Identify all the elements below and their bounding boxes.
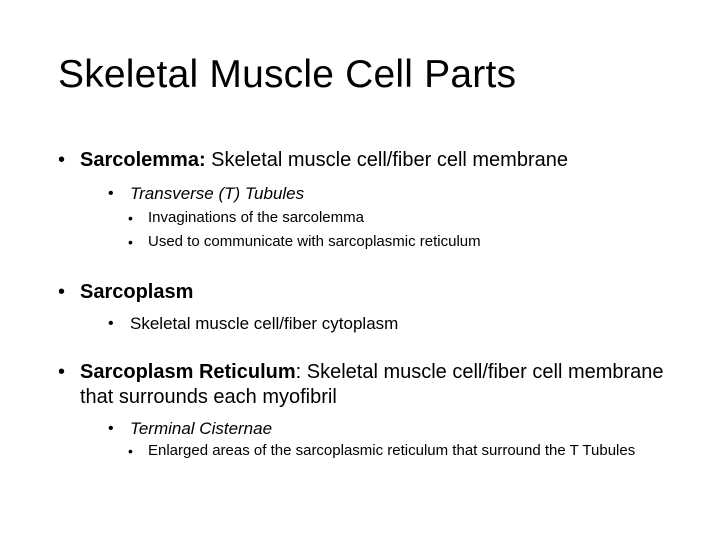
bullet-dot: •: [108, 185, 114, 202]
desc-sarcoplasm-reticulum: : Skeletal muscle cell/fiber cell membrane that surrounds each myofibril: [80, 361, 664, 408]
desc-sarcolemma: Skeletal muscle cell/fiber cell membrane: [205, 149, 568, 171]
bullet-dot: •: [128, 210, 133, 226]
term-sarcoplasm: Sarcoplasm: [80, 281, 194, 303]
label-t-tubules: Transverse (T) Tubules: [130, 184, 305, 203]
sub-sub-bullet-invaginations: [58, 207, 698, 229]
bullet-sarcoplasm-reticulum: [58, 360, 698, 410]
slide-body: [58, 142, 698, 460]
label-terminal-cisternae: Terminal Cisternae: [130, 419, 273, 438]
bullet-dot: •: [58, 149, 66, 171]
sub-sub-bullet-communicate: [58, 231, 698, 253]
sub-sub-bullet-enlarged-areas: [58, 442, 698, 460]
text-communicate: Used to communicate with sarcoplasmic reticulum: [148, 233, 481, 250]
sub-bullet-cytoplasm: [58, 313, 698, 335]
bullet-dot: •: [108, 315, 114, 332]
text-enlarged-areas: Enlarged areas of the sarcoplasmic reticulum that surround the T Tubules: [148, 442, 636, 459]
term-sarcoplasm-reticulum: Sarcoplasm Reticulum: [80, 361, 296, 383]
bullet-dot: •: [108, 420, 114, 437]
sub-bullet-terminal-cisternae: [58, 418, 698, 440]
slide-title: Skeletal Muscle Cell Parts: [58, 53, 517, 96]
bullet-sarcolemma: [58, 148, 698, 173]
term-sarcolemma: Sarcolemma:: [80, 149, 206, 171]
bullet-sarcoplasm: [58, 280, 698, 305]
bullet-dot: •: [58, 361, 66, 383]
text-cytoplasm: Skeletal muscle cell/fiber cytoplasm: [130, 314, 399, 333]
bullet-dot: •: [128, 443, 133, 459]
text-invaginations: Invaginations of the sarcolemma: [148, 209, 364, 226]
sub-bullet-t-tubules: [58, 183, 698, 205]
bullet-dot: •: [128, 234, 133, 250]
bullet-dot: •: [58, 281, 66, 303]
